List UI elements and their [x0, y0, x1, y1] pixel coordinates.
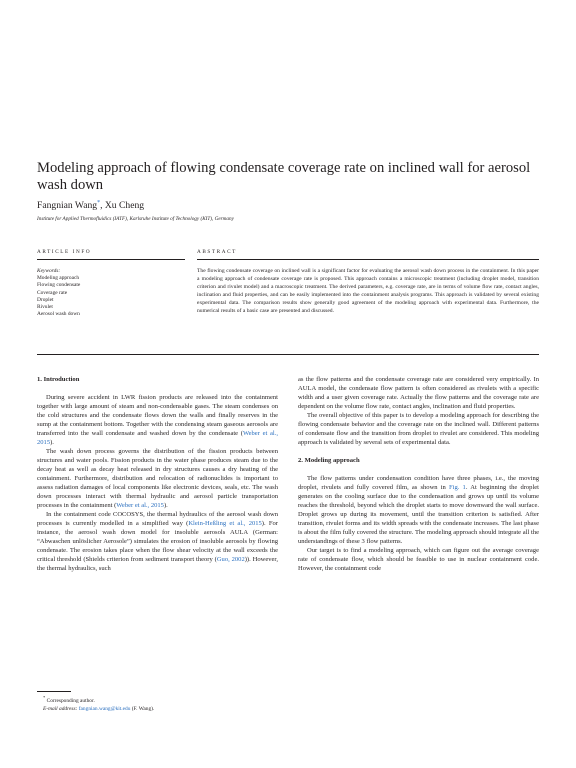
intro-paragraph-3-continued: as the flow patterns and the condensate coverage rate are considered very empirically. In AULA model, the condensate flow pattern is often considered as rivulets with a specific width and a user given coverage rate. Actually the flow patterns and the coverage rate are dependent on the volume flow rate, contact angles, inclination and fluid properties.	[298, 376, 539, 410]
footnote	[43, 694, 154, 713]
corresponding-author-mark[interactable]: *	[97, 200, 101, 206]
author-secondary: , Xu Cheng	[100, 200, 145, 212]
citation-link[interactable]: Weber et al., 2015	[116, 502, 164, 509]
left-column	[37, 375, 278, 573]
keywords-block	[37, 268, 80, 318]
abstract-text: The flowing condensate coverage on inclined wall is a significant factor for evaluating the aerosol wash down process in the containment. In this paper a modeling approach of condensate coverage rate is proposed. This approach contains a microscopic treatment (including droplet model, transition criterion and rivulet model) and a macroscopic treatment. The derived parameters, e.g. coverage rate, are in terms of volume flow rate, contact angles, inclination and fluid properties, and can be easily implemented into the containment analysis programs. This approach is validated by several existing experimental data. The comparison results show generally good agreement of the modeling approach with experimental data. Furthermore, the numerical results of a basic case are presented and discussed.	[197, 268, 539, 314]
intro-paragraph-2: The wash down process governs the distribution of the fission products between structures and water pools. Fission products in the water phase produces steam due to the decay heat as well as decay heat released in dry structures causes a dry heating of the containment. Furthermore, distribution and relocation of radionuclides is important to assess radiation damages of local components like electronic devices, seals, etc. The wash down processes interact with thermal hydraulic and aerosol particle transportation processes in the containment (Weber et al., 2015).	[37, 448, 278, 509]
section-1-heading: 1. Introduction	[37, 376, 80, 383]
keyword-item: Modeling approach	[37, 275, 80, 282]
author-list	[37, 200, 144, 211]
article-info-rule	[37, 259, 185, 260]
keyword-item: Droplet	[37, 296, 54, 303]
abstract-rule	[197, 259, 539, 260]
author-primary: Fangnian Wang	[37, 200, 98, 212]
header-bottom-rule	[37, 354, 539, 355]
keyword-item: Rivulet	[37, 304, 53, 311]
intro-paragraph-4: The overall objective of this paper is to develop a modeling approach for describing the flowing condensate behavior and the coverage rate on the inclined wall. Different patterns of condensate flow and the transition from droplet to rivulet are considered. This modeling approach is validated by several sets of experimental data.	[298, 412, 539, 446]
paper-title: Modeling approach of flowing condensate coverage rate on inclined wall for aerosol wash down	[37, 160, 531, 193]
email-link[interactable]: fangnian.wang@kit.edu	[78, 705, 131, 712]
corresponding-author-note: * Corresponding author.	[43, 695, 95, 704]
citation-link[interactable]: Guo, 2002	[216, 556, 245, 563]
email-note: E-mail address: fangnian.wang@kit.edu (F. Wang).	[43, 705, 155, 712]
keywords-label: Keywords:	[37, 268, 61, 274]
citation-link[interactable]: Weber et al., 2015	[37, 430, 278, 446]
abstract-heading: ABSTRACT	[197, 249, 237, 255]
modeling-paragraph-1: The flow patterns under condensation condition have three phases, i.e., the moving droplet, rivulets and fully covered film, as shown in Fig. 1. At beginning the droplet generates on the cooling surface due to the condensation and grows up until its volume reaches the threshold, beyond which the droplet starts to move downward the wall surface. Droplet grows up during its movement, until the transition criterion is satisfied. After transition, rivulet forms and its width spreads with the condensate increases. The last phase is about the film fully covered the structure. The modeling approach should integrate all the understandings of these 3 flow patterns.	[298, 475, 540, 545]
intro-paragraph-1: During severe accident in LWR fission products are released into the containment together with large amount of steam and non-condensable gases. The steam condenses on the cold structures and the condensate flows down the walls and finally reserves in the sump at the containment bottom. Together with the condensing steam gaseous aerosols are transferred into the wall condensate and washed down by the condensate (Weber et al., 2015).	[37, 394, 278, 446]
right-column	[298, 375, 539, 573]
citation-link[interactable]: Klein-Heßling et al., 2015	[188, 520, 262, 527]
affiliation: Institute for Applied Thermofluidics (IATF), Karlsruhe Institute of Technology (KIT), Germany	[37, 216, 234, 222]
keyword-item: Flowing condensate	[37, 282, 81, 289]
section-2-heading: 2. Modeling approach	[298, 457, 360, 464]
figure-link[interactable]: Fig. 1	[449, 484, 466, 491]
footnote-rule	[37, 691, 71, 692]
keyword-item: Coverage rate	[37, 289, 68, 296]
keyword-item: Aerosol wash down	[37, 311, 80, 318]
modeling-paragraph-2: Our target is to find a modeling approach, which can figure out the average coverage rate of condensate flow, which should be feasible to use in nuclear containment code. However, the containment code	[298, 547, 539, 572]
intro-paragraph-3: In the containment code COCOSYS, the thermal hydraulics of the aerosol wash down processes is currently modelled in a simplified way (Klein-Heßling et al., 2015). For instance, the aerosol wash down model for insoluble aerosols AULA (German: “Abwaschen unlöslicher Aerosole”) simulates the erosion of insoluble aerosols by flowing condensate. The erosion takes place when the flow shear velocity at the wall exceeds the critical threshold (Shields criterion from sediment transport theory (Guo, 2002)). However, the thermal hydraulics, such	[37, 511, 278, 572]
article-info-heading: ARTICLE INFO	[37, 249, 92, 255]
